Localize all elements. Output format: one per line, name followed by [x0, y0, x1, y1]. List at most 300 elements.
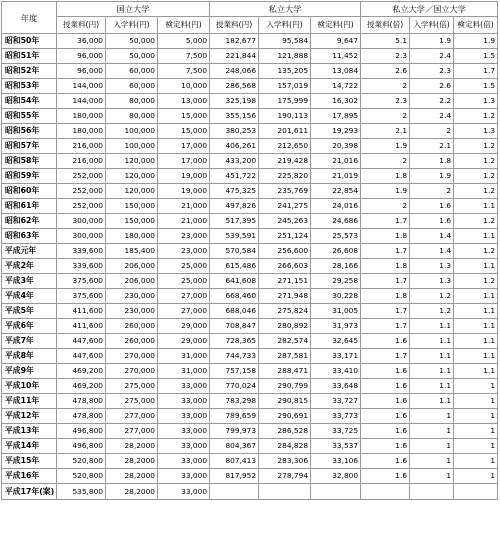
- value-cell: 1.1: [454, 304, 498, 319]
- value-cell: [210, 484, 259, 500]
- year-cell: 平成13年: [2, 424, 57, 439]
- value-cell: 447,600: [57, 349, 106, 364]
- value-cell: 21,000: [158, 214, 210, 229]
- table-row: [2, 319, 498, 334]
- value-cell: 21,000: [158, 199, 210, 214]
- table-row: [2, 274, 498, 289]
- year-cell: 昭和53年: [2, 79, 57, 94]
- value-cell: 339,600: [57, 244, 106, 259]
- year-cell: 平成14年: [2, 439, 57, 454]
- value-cell: 520,800: [57, 469, 106, 484]
- value-cell: 19,000: [158, 184, 210, 199]
- table-row: [2, 34, 498, 49]
- value-cell: 25,000: [158, 274, 210, 289]
- value-cell: 60,000: [106, 64, 158, 79]
- value-cell: 1.8: [361, 169, 410, 184]
- table-row: [2, 334, 498, 349]
- value-cell: 275,000: [106, 394, 158, 409]
- value-cell: 1.6: [361, 424, 410, 439]
- value-cell: 1.2: [454, 109, 498, 124]
- value-cell: 248,066: [210, 64, 259, 79]
- value-cell: 668,460: [210, 289, 259, 304]
- value-cell: 300,000: [57, 229, 106, 244]
- column-header: 授業料(倍): [361, 17, 410, 34]
- column-header: 検定料(円): [311, 17, 361, 34]
- value-cell: 1.1: [454, 349, 498, 364]
- value-cell: 33,727: [311, 394, 361, 409]
- value-cell: 1.1: [454, 319, 498, 334]
- table-row: [2, 64, 498, 79]
- value-cell: 230,000: [106, 304, 158, 319]
- year-cell: 昭和56年: [2, 124, 57, 139]
- table-row: [2, 364, 498, 379]
- year-cell: 昭和52年: [2, 64, 57, 79]
- value-cell: 770,024: [210, 379, 259, 394]
- value-cell: 100,000: [106, 139, 158, 154]
- value-cell: 180,000: [57, 124, 106, 139]
- table-row: [2, 154, 498, 169]
- value-cell: 33,000: [158, 469, 210, 484]
- value-cell: 11,452: [311, 49, 361, 64]
- value-cell: 33,648: [311, 379, 361, 394]
- value-cell: 1.7: [361, 214, 410, 229]
- year-cell: 平成5年: [2, 304, 57, 319]
- value-cell: 757,158: [210, 364, 259, 379]
- value-cell: 1: [454, 424, 498, 439]
- value-cell: 20,398: [311, 139, 361, 154]
- value-cell: 1.6: [361, 334, 410, 349]
- table-row: [2, 394, 498, 409]
- column-header: 授業料(円): [57, 17, 106, 34]
- value-cell: 275,000: [106, 379, 158, 394]
- value-cell: 33,106: [311, 454, 361, 469]
- value-cell: 31,973: [311, 319, 361, 334]
- table-row: [2, 244, 498, 259]
- value-cell: 433,200: [210, 154, 259, 169]
- year-cell: 平成4年: [2, 289, 57, 304]
- value-cell: 1: [454, 379, 498, 394]
- value-cell: 1: [410, 469, 454, 484]
- value-cell: 1.1: [454, 229, 498, 244]
- value-cell: 1: [454, 394, 498, 409]
- value-cell: 1.2: [454, 184, 498, 199]
- value-cell: 286,528: [259, 424, 311, 439]
- value-cell: 17,000: [158, 139, 210, 154]
- value-cell: 469,200: [57, 364, 106, 379]
- value-cell: 225,820: [259, 169, 311, 184]
- value-cell: 1.9: [410, 34, 454, 49]
- value-cell: 300,000: [57, 214, 106, 229]
- value-cell: 180,000: [106, 229, 158, 244]
- value-cell: 33,000: [158, 379, 210, 394]
- value-cell: 29,258: [311, 274, 361, 289]
- value-cell: 708,847: [210, 319, 259, 334]
- value-cell: 14,722: [311, 79, 361, 94]
- value-cell: 1.9: [361, 184, 410, 199]
- year-cell: 昭和51年: [2, 49, 57, 64]
- year-cell: 昭和54年: [2, 94, 57, 109]
- value-cell: 157,019: [259, 79, 311, 94]
- table-row: [2, 139, 498, 154]
- value-cell: 2.6: [361, 64, 410, 79]
- year-cell: 平成7年: [2, 334, 57, 349]
- value-cell: 100,000: [106, 124, 158, 139]
- value-cell: 2.2: [410, 94, 454, 109]
- value-cell: 230,000: [106, 289, 158, 304]
- value-cell: 1.1: [454, 259, 498, 274]
- value-cell: 33,537: [311, 439, 361, 454]
- value-cell: 1.7: [361, 319, 410, 334]
- year-cell: 平成6年: [2, 319, 57, 334]
- value-cell: 1.7: [361, 304, 410, 319]
- fee-table-container: [1, 1, 498, 500]
- table-row: [2, 124, 498, 139]
- value-cell: 33,410: [311, 364, 361, 379]
- value-cell: 13,084: [311, 64, 361, 79]
- table-row: [2, 289, 498, 304]
- year-cell: 平成10年: [2, 379, 57, 394]
- year-cell: 昭和57年: [2, 139, 57, 154]
- value-cell: 201,611: [259, 124, 311, 139]
- value-cell: 1.3: [454, 124, 498, 139]
- value-cell: 150,000: [106, 214, 158, 229]
- value-cell: 1.1: [454, 199, 498, 214]
- value-cell: 1.2: [454, 154, 498, 169]
- value-cell: 284,828: [259, 439, 311, 454]
- value-cell: 27,000: [158, 289, 210, 304]
- value-cell: 33,000: [158, 454, 210, 469]
- value-cell: 33,000: [158, 409, 210, 424]
- value-cell: 339,600: [57, 259, 106, 274]
- value-cell: 288,471: [259, 364, 311, 379]
- value-cell: 1.1: [410, 364, 454, 379]
- value-cell: 1.6: [361, 409, 410, 424]
- value-cell: 32,645: [311, 334, 361, 349]
- value-cell: 21,019: [311, 169, 361, 184]
- value-cell: 804,367: [210, 439, 259, 454]
- value-cell: 570,584: [210, 244, 259, 259]
- value-cell: 1: [410, 439, 454, 454]
- value-cell: 23,000: [158, 244, 210, 259]
- value-cell: 120,000: [106, 169, 158, 184]
- value-cell: 277,000: [106, 424, 158, 439]
- value-cell: 260,000: [106, 334, 158, 349]
- year-cell: 昭和63年: [2, 229, 57, 244]
- value-cell: 496,800: [57, 439, 106, 454]
- value-cell: 17,000: [158, 154, 210, 169]
- value-cell: 33,000: [158, 424, 210, 439]
- value-cell: 1: [454, 454, 498, 469]
- value-cell: 28,2000: [106, 484, 158, 500]
- value-cell: 219,428: [259, 154, 311, 169]
- value-cell: 380,253: [210, 124, 259, 139]
- table-row: [2, 184, 498, 199]
- value-cell: 1.9: [410, 169, 454, 184]
- value-cell: 30,228: [311, 289, 361, 304]
- column-header: 入学料(倍): [410, 17, 454, 34]
- value-cell: 31,000: [158, 364, 210, 379]
- value-cell: 411,600: [57, 304, 106, 319]
- value-cell: 283,306: [259, 454, 311, 469]
- year-cell: 平成元年: [2, 244, 57, 259]
- value-cell: 1.8: [361, 289, 410, 304]
- value-cell: 256,600: [259, 244, 311, 259]
- year-cell: 平成2年: [2, 259, 57, 274]
- value-cell: 1.4: [410, 229, 454, 244]
- value-cell: 517,395: [210, 214, 259, 229]
- value-cell: 375,600: [57, 289, 106, 304]
- value-cell: 496,800: [57, 424, 106, 439]
- value-cell: 26,608: [311, 244, 361, 259]
- value-cell: 29,000: [158, 319, 210, 334]
- value-cell: 1.6: [410, 199, 454, 214]
- value-cell: 241,275: [259, 199, 311, 214]
- value-cell: 31,000: [158, 349, 210, 364]
- table-row: [2, 199, 498, 214]
- value-cell: 1.1: [410, 349, 454, 364]
- table-row: [2, 94, 498, 109]
- value-cell: 1.6: [361, 364, 410, 379]
- value-cell: 7,500: [158, 49, 210, 64]
- value-cell: [259, 484, 311, 500]
- table-row: [2, 214, 498, 229]
- value-cell: 33,000: [158, 484, 210, 500]
- value-cell: 744,733: [210, 349, 259, 364]
- value-cell: 1.2: [410, 304, 454, 319]
- value-cell: 2.1: [361, 124, 410, 139]
- year-cell: 平成16年: [2, 469, 57, 484]
- year-cell: 昭和60年: [2, 184, 57, 199]
- value-cell: 252,000: [57, 199, 106, 214]
- value-cell: 270,000: [106, 349, 158, 364]
- value-cell: 1.8: [361, 259, 410, 274]
- value-cell: 1.8: [410, 154, 454, 169]
- value-cell: 27,000: [158, 304, 210, 319]
- value-cell: 1.1: [410, 319, 454, 334]
- value-cell: 33,000: [158, 394, 210, 409]
- value-cell: 535,800: [57, 484, 106, 500]
- table-row: [2, 424, 498, 439]
- value-cell: 1: [410, 409, 454, 424]
- value-cell: 31,005: [311, 304, 361, 319]
- value-cell: 2.1: [410, 139, 454, 154]
- value-cell: 469,200: [57, 379, 106, 394]
- value-cell: 1.3: [454, 94, 498, 109]
- value-cell: 1.3: [410, 274, 454, 289]
- year-cell: 昭和62年: [2, 214, 57, 229]
- value-cell: [454, 484, 498, 500]
- year-cell: 昭和61年: [2, 199, 57, 214]
- value-cell: 290,815: [259, 394, 311, 409]
- value-cell: 2: [410, 184, 454, 199]
- year-cell: 昭和50年: [2, 34, 57, 49]
- value-cell: 19,000: [158, 169, 210, 184]
- value-cell: 28,2000: [106, 454, 158, 469]
- value-cell: 1: [410, 454, 454, 469]
- value-cell: 33,773: [311, 409, 361, 424]
- value-cell: 2: [410, 124, 454, 139]
- value-cell: 2: [361, 109, 410, 124]
- value-cell: 2: [361, 154, 410, 169]
- table-row: [2, 484, 498, 500]
- value-cell: 355,156: [210, 109, 259, 124]
- year-cell: 平成9年: [2, 364, 57, 379]
- table-row: [2, 79, 498, 94]
- value-cell: 290,691: [259, 409, 311, 424]
- group-header-ratio: 私立大学／国立大学: [361, 2, 498, 17]
- value-cell: [410, 484, 454, 500]
- value-cell: [311, 484, 361, 500]
- value-cell: 1.2: [454, 244, 498, 259]
- value-cell: 144,000: [57, 79, 106, 94]
- value-cell: 28,2000: [106, 469, 158, 484]
- value-cell: 245,263: [259, 214, 311, 229]
- value-cell: 2.4: [410, 49, 454, 64]
- value-cell: 1.1: [410, 394, 454, 409]
- value-cell: 1.7: [361, 274, 410, 289]
- value-cell: 29,000: [158, 334, 210, 349]
- table-row: [2, 169, 498, 184]
- value-cell: 36,000: [57, 34, 106, 49]
- value-cell: 24,686: [311, 214, 361, 229]
- value-cell: 282,574: [259, 334, 311, 349]
- value-cell: 2.4: [410, 109, 454, 124]
- value-cell: 1.6: [361, 439, 410, 454]
- value-cell: 1.7: [454, 64, 498, 79]
- year-cell: 平成3年: [2, 274, 57, 289]
- value-cell: [361, 484, 410, 500]
- value-cell: 16,302: [311, 94, 361, 109]
- value-cell: 10,000: [158, 79, 210, 94]
- value-cell: 290,799: [259, 379, 311, 394]
- value-cell: 266,603: [259, 259, 311, 274]
- value-cell: 33,000: [158, 439, 210, 454]
- table-row: [2, 379, 498, 394]
- value-cell: 1.2: [454, 169, 498, 184]
- value-cell: 1.2: [410, 289, 454, 304]
- value-cell: 144,000: [57, 94, 106, 109]
- group-header-national: 国立大学: [57, 2, 210, 17]
- value-cell: 539,591: [210, 229, 259, 244]
- year-cell: 昭和59年: [2, 169, 57, 184]
- value-cell: 1: [454, 469, 498, 484]
- value-cell: 1.1: [454, 364, 498, 379]
- value-cell: 783,298: [210, 394, 259, 409]
- year-cell: 平成12年: [2, 409, 57, 424]
- column-header: 入学料(円): [106, 17, 158, 34]
- value-cell: 1.1: [454, 334, 498, 349]
- value-cell: 50,000: [106, 49, 158, 64]
- value-cell: 206,000: [106, 274, 158, 289]
- value-cell: 121,888: [259, 49, 311, 64]
- value-cell: 13,000: [158, 94, 210, 109]
- value-cell: 1.8: [361, 229, 410, 244]
- value-cell: 2.3: [410, 64, 454, 79]
- table-row: [2, 49, 498, 64]
- value-cell: 95,584: [259, 34, 311, 49]
- table-row: [2, 259, 498, 274]
- value-cell: 2: [361, 79, 410, 94]
- value-cell: 1.6: [361, 394, 410, 409]
- table-row: [2, 439, 498, 454]
- value-cell: 2.6: [410, 79, 454, 94]
- value-cell: 175,999: [259, 94, 311, 109]
- value-cell: 206,000: [106, 259, 158, 274]
- value-cell: 280,892: [259, 319, 311, 334]
- value-cell: 252,000: [57, 184, 106, 199]
- value-cell: 478,800: [57, 394, 106, 409]
- value-cell: 451,722: [210, 169, 259, 184]
- value-cell: 24,016: [311, 199, 361, 214]
- table-row: [2, 469, 498, 484]
- year-cell: 平成15年: [2, 454, 57, 469]
- value-cell: 1.6: [361, 454, 410, 469]
- value-cell: 96,000: [57, 64, 106, 79]
- year-cell: 平成17年(案): [2, 484, 57, 500]
- value-cell: 22,854: [311, 184, 361, 199]
- value-cell: 50,000: [106, 34, 158, 49]
- year-cell: 昭和55年: [2, 109, 57, 124]
- value-cell: 287,581: [259, 349, 311, 364]
- year-cell: 平成11年: [2, 394, 57, 409]
- value-cell: 25,000: [158, 259, 210, 274]
- value-cell: 135,205: [259, 64, 311, 79]
- value-cell: 447,600: [57, 334, 106, 349]
- value-cell: 60,000: [106, 79, 158, 94]
- value-cell: 80,000: [106, 109, 158, 124]
- table-row: [2, 454, 498, 469]
- value-cell: 7,500: [158, 64, 210, 79]
- value-cell: 1: [410, 424, 454, 439]
- value-cell: 96,000: [57, 49, 106, 64]
- value-cell: 5.1: [361, 34, 410, 49]
- value-cell: 1.6: [361, 469, 410, 484]
- value-cell: 120,000: [106, 184, 158, 199]
- value-cell: 33,725: [311, 424, 361, 439]
- value-cell: 1.1: [410, 379, 454, 394]
- value-cell: 475,325: [210, 184, 259, 199]
- value-cell: 2.3: [361, 94, 410, 109]
- value-cell: 216,000: [57, 139, 106, 154]
- value-cell: 615,486: [210, 259, 259, 274]
- value-cell: 33,171: [311, 349, 361, 364]
- table-row: [2, 109, 498, 124]
- value-cell: 817,952: [210, 469, 259, 484]
- value-cell: 641,608: [210, 274, 259, 289]
- value-cell: 270,000: [106, 364, 158, 379]
- value-cell: 1: [454, 439, 498, 454]
- value-cell: 271,151: [259, 274, 311, 289]
- value-cell: 2.3: [361, 49, 410, 64]
- column-header: 授業料(円): [210, 17, 259, 34]
- value-cell: 1.6: [361, 379, 410, 394]
- value-cell: 1.9: [361, 139, 410, 154]
- value-cell: 789,659: [210, 409, 259, 424]
- value-cell: 15,000: [158, 109, 210, 124]
- table-row: [2, 349, 498, 364]
- value-cell: 1.1: [454, 289, 498, 304]
- value-cell: 25,573: [311, 229, 361, 244]
- value-cell: 15,000: [158, 124, 210, 139]
- value-cell: 212,650: [259, 139, 311, 154]
- value-cell: 150,000: [106, 199, 158, 214]
- table-row: [2, 229, 498, 244]
- value-cell: 1.5: [454, 79, 498, 94]
- value-cell: 190,113: [259, 109, 311, 124]
- value-cell: 221,844: [210, 49, 259, 64]
- value-cell: 1.2: [454, 214, 498, 229]
- value-cell: 23,000: [158, 229, 210, 244]
